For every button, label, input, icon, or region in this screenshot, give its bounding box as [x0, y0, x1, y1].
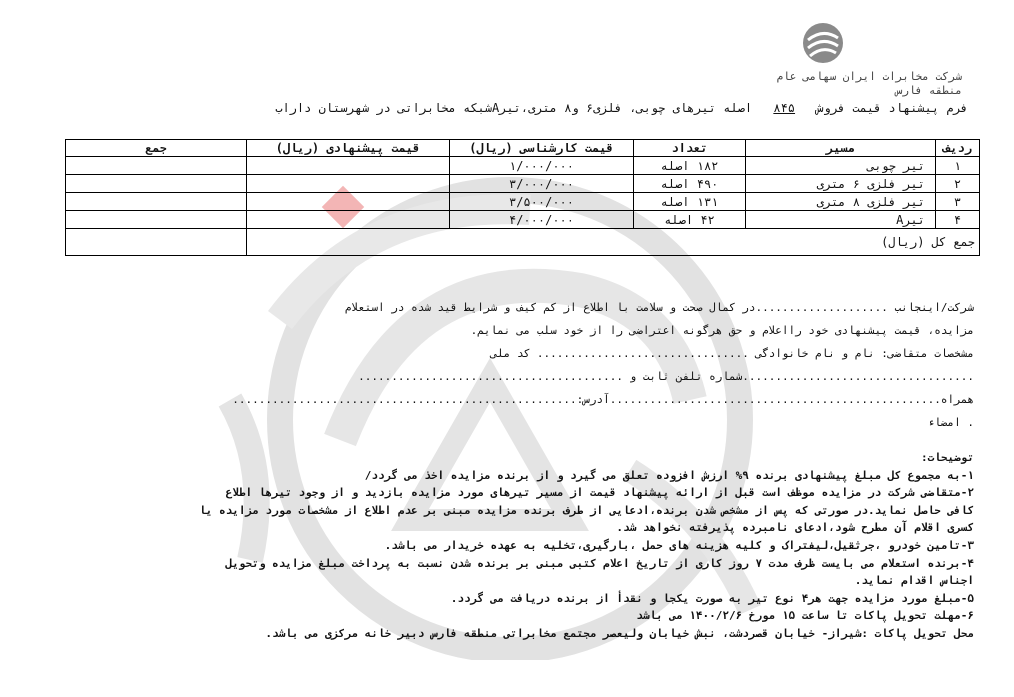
header-expert-price: قیمت کارشناسی (ریال): [450, 140, 634, 157]
form-title-quantity: ۸۴۵: [773, 101, 796, 115]
note-item: محل تحویل پاکات :شیراز- خیابان قصردشت، نبش خیابان ولیعصر مجتمع مخابراتی منطقه فارس دبیر خانه مرکزی می باشد.: [265, 626, 974, 640]
declaration-block: [54, 296, 974, 434]
total-value[interactable]: [66, 229, 247, 256]
row-index: ۳: [936, 193, 980, 211]
table-row: [66, 175, 980, 193]
row-route: تیر فلزی ۶ متری: [746, 175, 936, 193]
signature-line: . امضاء: [927, 416, 974, 429]
items-table: [65, 139, 980, 256]
table-row: [66, 193, 980, 211]
row-index: ۴: [936, 211, 980, 229]
address-line: همراه..................................................آدرس:....................................................: [232, 393, 974, 406]
company-region: منطقه فارس: [895, 84, 962, 97]
row-sum[interactable]: [66, 175, 247, 193]
row-count: ۱۸۲ اصله: [634, 157, 746, 175]
table-row: [66, 211, 980, 229]
company-name: شرکت مخابرات ایران سهامی عام: [776, 70, 962, 83]
row-route: تیر چوبی: [746, 157, 936, 175]
row-offer-price[interactable]: [247, 157, 450, 175]
applicant-name-line: مشخصات متقاضی: نام و نام خانوادگی ................................ کد ملی: [490, 347, 974, 360]
header-index: ردیف: [936, 140, 980, 157]
note-item: ۵-مبلغ مورد مزایده جهت هر۴ نوع تیر به صورت یکجا و نقدأ از برنده دریافت می گردد.: [450, 591, 974, 605]
total-label: جمع کل (ریال): [247, 229, 980, 256]
row-expert-price: ۱/۰۰۰/۰۰۰: [450, 157, 634, 175]
row-expert-price: ۳/۵۰۰/۰۰۰: [450, 193, 634, 211]
row-offer-price[interactable]: [247, 211, 450, 229]
form-title: [275, 101, 968, 115]
row-expert-price: ۴/۰۰۰/۰۰۰: [450, 211, 634, 229]
note-item: ۱-به مجموع کل مبلغ پیشنهادی برنده ۹% ارزش افزوده تعلق می گیرد و از برنده مزایده اخذ می گردد/: [364, 468, 974, 482]
row-route: تیرA: [746, 211, 936, 229]
phone-line: ...................................شماره تلفن ثابت و ........................................: [358, 370, 974, 383]
row-route: تیر فلزی ۸ متری: [746, 193, 936, 211]
declaration-line: شرکت/اینجانب ....................در کمال صحت و سلامت با اطلاع از کم کیف و شرایط قید شده در استعلام: [344, 301, 974, 314]
notes-block: [34, 449, 974, 643]
note-item: کافی حاصل نماید.در صورتی که پس از مشخص شدن برنده،ادعایی از طرف برنده مزایده مبنی بر عدم اطلاع از مشخصات مورد مزایده یا: [199, 503, 974, 517]
header-count: تعداد: [634, 140, 746, 157]
form-title-prefix: فرم پیشنهاد قیمت فروش: [816, 101, 968, 115]
note-item: اجناس اقدام نماید.: [854, 574, 974, 588]
form-title-suffix: اصله تیرهای چوبی، فلزی۶ و۸ متری،تیرAشبکه مخابراتی در شهرستان داراب: [275, 101, 753, 115]
header-sum: جمع: [66, 140, 247, 157]
table-total-row: [66, 229, 980, 256]
row-index: ۲: [936, 175, 980, 193]
note-item: ۳-تامین خودرو ،جرثقیل،لیفتراک و کلیه هزینه های حمل ،بارگیری،تخلیه به عهده خریدار می باشد.: [384, 538, 974, 552]
row-sum[interactable]: [66, 157, 247, 175]
row-count: ۱۳۱ اصله: [634, 193, 746, 211]
row-count: ۴۹۰ اصله: [634, 175, 746, 193]
notes-title: توضیحات:: [921, 451, 974, 464]
declaration-line: مزایده، قیمت پیشنهادی خود رااعلام و حق هرگونه اعتراضی را از خود سلب می نمایم.: [470, 324, 974, 337]
note-item: ۲-متقاضی شرکت در مزایده موظف است قبل از ارائه پیشنهاد قیمت از مسیر تیرهای مورد مزایده بازدید و از وجود تیرها اطلاع: [225, 486, 974, 500]
header-offer-price: قیمت پیشنهادی (ریال): [247, 140, 450, 157]
table-row: [66, 157, 980, 175]
row-index: ۱: [936, 157, 980, 175]
note-item: ۴-برنده استعلام می بایست ظرف مدت ۷ روز کاری از تاریخ اعلام کتبی مبنی بر برنده شدن نسبت به پرداخت مبلغ مزایده وتحویل: [225, 556, 974, 570]
company-block: [777, 70, 962, 98]
company-logo: [800, 20, 846, 66]
note-item: ۶-مهلت تحویل پاکات تا ساعت ۱۵ مورخ ۱۴۰۰/۲/۶ می باشد: [636, 609, 974, 623]
row-sum[interactable]: [66, 193, 247, 211]
row-count: ۴۲ اصله: [634, 211, 746, 229]
header-route: مسیر: [746, 140, 936, 157]
row-offer-price[interactable]: [247, 193, 450, 211]
row-offer-price[interactable]: [247, 175, 450, 193]
table-header-row: [66, 140, 980, 157]
row-expert-price: ۳/۰۰۰/۰۰۰: [450, 175, 634, 193]
note-item: کسری اقلام آن مطرح شود،ادعای نامبرده پذیرفته نخواهد شد.: [616, 521, 974, 535]
row-sum[interactable]: [66, 211, 247, 229]
